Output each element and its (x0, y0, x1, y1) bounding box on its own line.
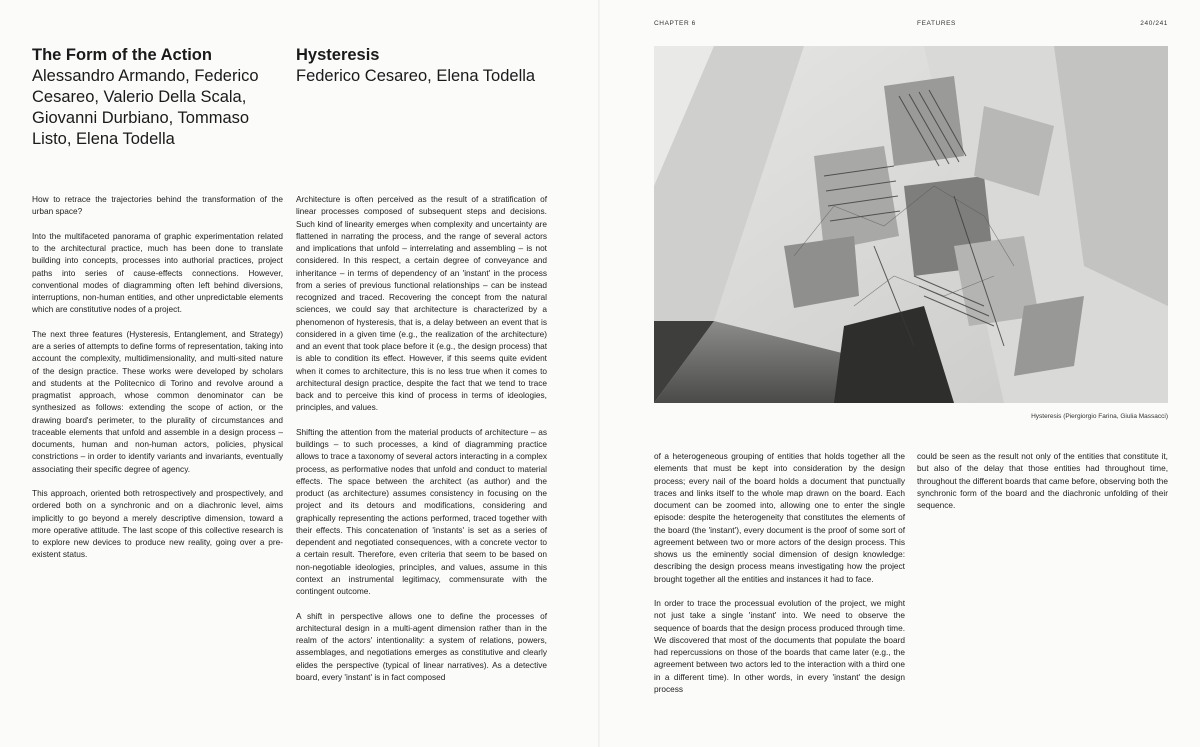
text-column-1 (32, 193, 283, 573)
paragraph: In order to trace the processual evolution of the project, we might not just take a single 'instant' into. We need to observe the sequence of boards that the design process produced through time. We discovered that most of the documents that populate the board had repercussions on those of the boards that came later (e.g., the agreement between two actors led to the interaction with a third one in a different time). In other words, in every 'instant' the design process (654, 598, 905, 694)
article-authors: Federico Cesareo, Elena Todella (296, 67, 536, 85)
paragraph: could be seen as the result not only of the entities that constitute it, but also of the delay that those entities had throughout time, throughout the different boards that came before, observing both the synchronic form of the board and the diachronic unfolding of their sequence. (917, 451, 1168, 510)
article-title: The Form of the Action (32, 46, 212, 64)
text-column-3 (654, 450, 905, 707)
figure-caption: Hysteresis (Piergiorgio Farina, Giulia Massacci) (1031, 413, 1168, 420)
text-column-4 (917, 450, 1168, 524)
article-title: Hysteresis (296, 46, 380, 64)
paragraph: The next three features (Hysteresis, Entanglement, and Strategy) are a series of attempts to define forms of representation, taking into account the complexity, multidimensionality, and multi-sited nature of the design practice. These works were developed by scholars and students at the Politecnico di Torino and revolve around a pragmatist approach, whose common denominator can be synthesized as follows: extending the scope of action, or the drawing board's perimeter, to the plurality of circumstances and traceable elements that unfold and assemble in a design process – documents, human and non-human actors, policies, physical constrictions – in order to identify variants and invariants, eventually associating their specific degree of agency. (32, 328, 283, 474)
paragraph: of a heterogeneous grouping of entities that holds together all the elements that must be kept into consideration by the design process; every nail of the board holds a document that punctually traces and links itself to the whole map drawn on the board. Each document can be zoomed into, allowing one to enter the single episode: despite the heterogeneity that constitutes the elements of the board (the 'instant'), every document is the proof of some sort of agreement between two or more actors of the design process. This shows us the eminently social dimension of design knowledge: describing the design process means investigating how the project brought together all the entities and instances it had to face. (654, 451, 905, 584)
text-column-2 (296, 193, 547, 695)
article-title-hysteresis (296, 45, 546, 87)
running-head-chapter: CHAPTER 6 (654, 20, 696, 27)
hysteresis-collage-image (654, 46, 1168, 403)
article-title-form-of-action (32, 45, 272, 150)
paragraph: Shifting the attention from the material products of architecture – as buildings – to such processes, a kind of diagramming practice allows to trace a taxonomy of several actors interacting in a complex process, as performative nodes that unfold and conduct to material effects. The space between the architect (as author) and the product (as architecture) assumes consistency in focusing on the project and its detours and modifications, considering and graphically representing the actions performed, traced together with their effects. This concatenation of 'instants' is set as a series of dependent and negotiated consequences, with a concrete vector to a certain result. Therefore, even criteria that seem to be based on non-negotiable ideologies, principles, and values, assume in this context an instrumental legitimacy, commensurate with the contingent outcome. (296, 426, 547, 596)
paragraph: How to retrace the trajectories behind the transformation of the urban space? (32, 194, 283, 217)
page-numbers: 240/241 (1140, 20, 1168, 27)
paragraph: Architecture is often perceived as the result of a stratification of linear processes composed of subsequent steps and decisions. Such kind of linearity emerges when complexity and uncertainty are flattened in narrating the process, and the range of several actors and implications that unfold – interrelating and assembling – is not considered. In this respect, a certain degree of conveyance and inheritance – in terms of dependency of an 'instant' in the process from a series of previous functional relationships – can be instead recognized and traced. Recovering the concept from the natural sciences, we could say that architecture is characterized by a phenomenon of hysteresis, that is, a delay between an event that is considered in a given time (e.g., the realization of the architecture) and an event that took place before it (e.g., the design process) that is able to condition its effect. However, if this seems quite evident when it comes to architecture, this is no less true when it comes to architectural design practice, despite the fact that we tend to trace back and to perceive this kind of process in terms of ideologies, principles, and values. (296, 194, 547, 413)
paragraph: A shift in perspective allows one to define the processes of architectural design in a multi-agent dimension rather than in the realm of the actors' intentionality: a system of relations, powers, assemblages, and negotiations emerges as constitutive and clearly elides the perspective (typical of linear narratives). As a detective board, every 'instant' is in fact composed (296, 610, 547, 682)
article-authors: Alessandro Armando, Federico Cesareo, Valerio Della Scala, Giovanni Durbiano, Tommaso Listo, Elena Todella (32, 67, 259, 148)
paragraph: Into the multifaceted panorama of graphic experimentation related to the architectural practice, much has been done to translate building into concepts, processes into authorial practices, project paths into series of cause-effects connections. However, conventional modes of diagramming often left behind diversions, interruptions, non-human entities, and other unpredictable elements which are constitutive nodes of a project. (32, 230, 283, 315)
paragraph: This approach, oriented both retrospectively and prospectively, and ordered both on a synchronic and on a diachronic level, aims implicitly to go beyond a merely descriptive dimension, toward a more operative attitude. The last scope of this collective research is to explore new devices to produce new reality, going over a pre-existent status. (32, 488, 283, 560)
hysteresis-figure (654, 46, 1168, 403)
running-head-section: FEATURES (917, 20, 956, 27)
